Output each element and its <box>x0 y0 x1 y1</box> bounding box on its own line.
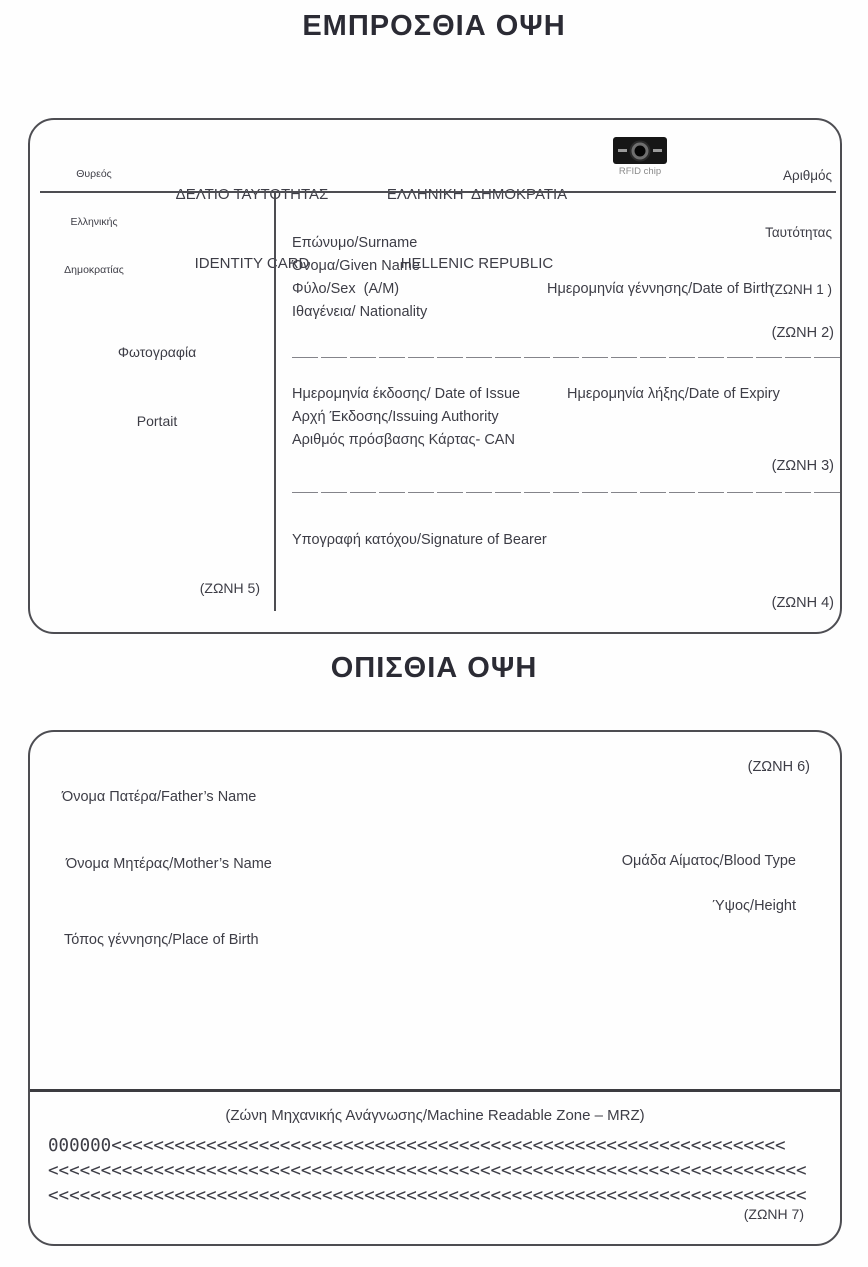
mrz-line-1: 000000<<<<<<<<<<<<<<<<<<<<<<<<<<<<<<<<<<<<<<<<<<<<<<<<<<<<<<<<<<<<<<<< <box>48 1136 786 1156</box>
photo-column-divider <box>274 193 276 611</box>
front-side-title: ΕΜΠΡΟΣΘΙΑ ΟΨΗ <box>302 10 566 42</box>
zone6-label: (ΖΩΝΗ 6) <box>747 759 810 775</box>
coat-of-arms-label: Θυρεός Ελληνικής Δημοκρατίας <box>64 168 124 276</box>
nationality-label: Ιθαγένεια/ Nationality <box>292 304 428 320</box>
zone5-label: (ΖΩΝΗ 5) <box>199 580 260 596</box>
zone4-label: (ΖΩΝΗ 4) <box>771 595 834 611</box>
issuing-authority-label: Αρχή Έκδοσης/Issuing Authority <box>292 409 499 425</box>
rfid-chip-icon <box>613 137 667 164</box>
country-name-en: HELLENIC REPUBLIC <box>400 255 554 272</box>
zone3-separator-line <box>292 492 840 493</box>
back-card <box>28 730 842 1246</box>
zone7-label: (ΖΩΝΗ 7) <box>743 1206 804 1222</box>
mrz-divider <box>30 1089 840 1092</box>
mrz-line-3: <<<<<<<<<<<<<<<<<<<<<<<<<<<<<<<<<<<<<<<<<<<<<<<<<<<<<<<<<<<<<<<<<<<<<<<< <box>48 1186 807 1206</box>
zone1-label: (ΖΩΝΗ 1 ) <box>770 282 832 297</box>
card-access-number-label: Αριθμός πρόσβασης Κάρτας- CAN <box>292 432 515 448</box>
signature-label: Υπογραφή κατόχου/Signature of Bearer <box>292 532 547 548</box>
photo-placeholder-label: Φωτογραφία Portait <box>117 344 197 429</box>
given-name-label: Όνομα/Given Name <box>292 258 420 274</box>
zone3-label: (ΖΩΝΗ 3) <box>771 458 834 474</box>
mrz-title: (Ζώνη Μηχανικής Ανάγνωσης/Machine Readable Zone – MRZ) <box>225 1107 645 1124</box>
zone2-label: (ΖΩΝΗ 2) <box>771 325 834 341</box>
country-name-el: ΕΛΛΗΝΙΚΗ ΔΗΜΟΚΡΑΤΙΑ <box>386 186 568 203</box>
zone2-separator-line <box>292 357 840 358</box>
mother-name-label: Όνομα Μητέρας/Mother’s Name <box>66 856 272 872</box>
back-side-title: ΟΠΙΣΘΙΑ ΟΨΗ <box>330 652 538 684</box>
rfid-chip <box>607 137 673 177</box>
blood-type-label: Ομάδα Αίματος/Blood Type <box>621 853 796 869</box>
surname-label: Επώνυμο/Surname <box>292 235 418 251</box>
document-title-en: IDENTITY CARD <box>194 255 310 272</box>
place-of-birth-label: Τόπος γέννησης/Place of Birth <box>64 932 259 948</box>
header-divider <box>40 191 836 193</box>
rfid-chip-caption: RFID chip <box>618 166 662 177</box>
front-card <box>28 118 842 634</box>
id-number-zone1-label: Αριθμός Ταυτότητας (ΖΩΝΗ 1 ) <box>692 128 832 337</box>
sex-label: Φύλο/Sex (A/M) <box>292 281 400 297</box>
document-title-el: ΔΕΛΤΙΟ ΤΑΥΤΟΤΗΤΑΣ <box>175 186 329 203</box>
date-of-issue-label: Ημερομηνία έκδοσης/ Date of Issue <box>292 386 521 402</box>
height-label: Ύψος/Height <box>712 898 796 914</box>
date-of-birth-label: Ημερομηνία γέννησης/Date of Birth <box>547 281 773 297</box>
father-name-label: Όνομα Πατέρα/Father’s Name <box>62 789 257 805</box>
mrz-line-2: <<<<<<<<<<<<<<<<<<<<<<<<<<<<<<<<<<<<<<<<<<<<<<<<<<<<<<<<<<<<<<<<<<<<<<<< <box>48 1161 807 1181</box>
date-of-expiry-label: Ημερομηνία λήξης/Date of Expiry <box>567 386 780 402</box>
